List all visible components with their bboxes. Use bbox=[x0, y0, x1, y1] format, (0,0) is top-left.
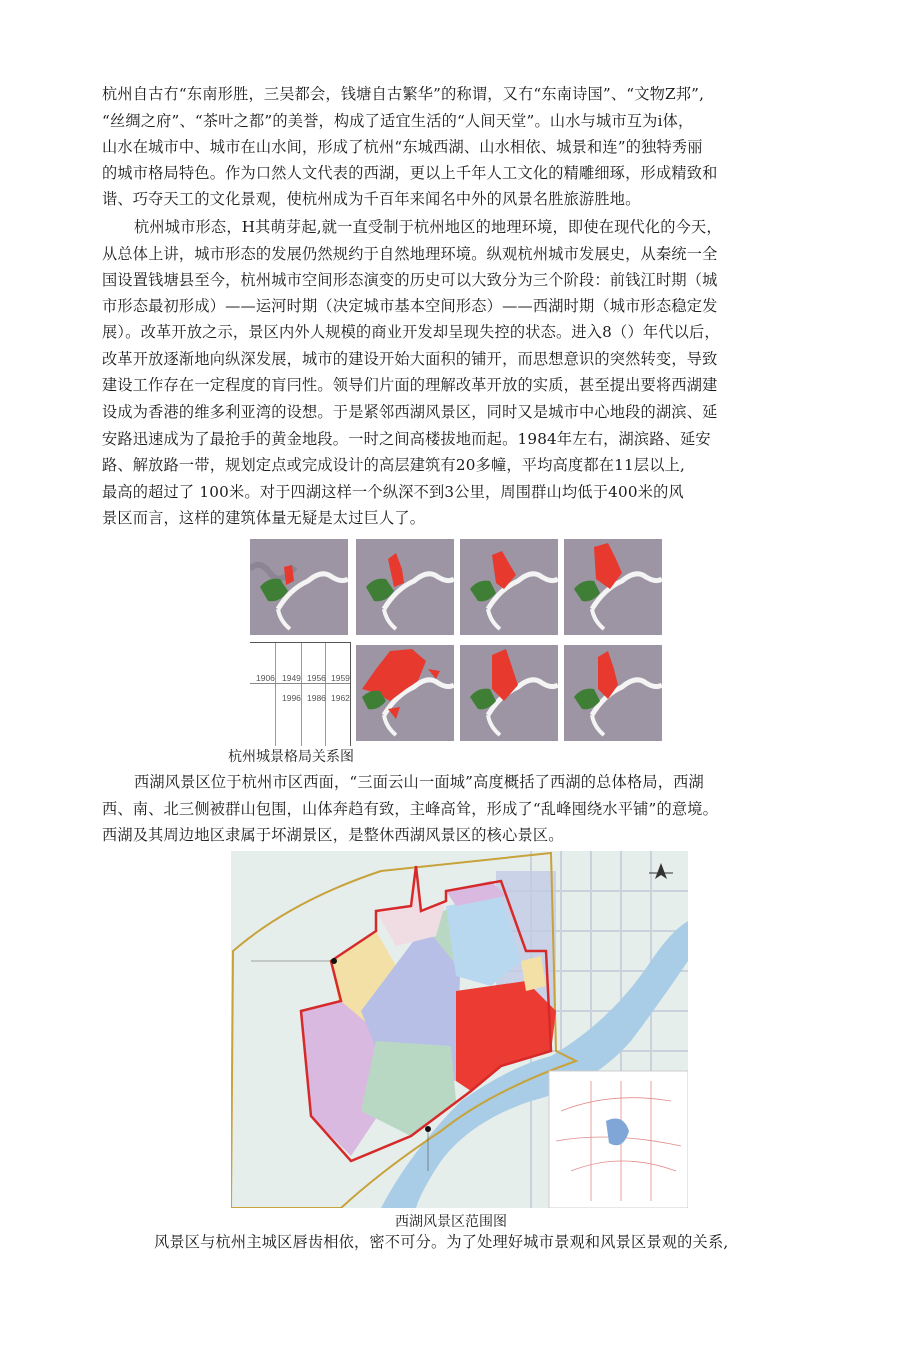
paragraph-1-line-5: 谐、巧夺天工的文化景观，使杭州成为千百年来闻名中外的风景名胜旅游胜地。 bbox=[102, 190, 641, 208]
year-label: 1986 bbox=[307, 693, 326, 703]
year-label: 1949 bbox=[282, 673, 301, 683]
paragraph-3-line-3: 西湖及其周边地区隶属于坏湖景区，是整休西湖风景区的核心景区。 bbox=[102, 826, 564, 844]
paragraph-2-line-5: 展）。改革开放之示，景区内外人规模的商业开发却呈现失控的状态。进入8（）年代以后， bbox=[102, 323, 720, 341]
year-label: 1956 bbox=[307, 673, 326, 683]
paragraph-2-line-10: 路、解放路一带，规划定点或完成设计的高层建筑有20多幢，平均高度都在11层以上, bbox=[102, 456, 686, 474]
paragraph-2-line-1: 杭州城市形态，H其萌芽起,就一直受制于杭州地区的地理环境，即使在现代化的今天， bbox=[134, 218, 722, 236]
map-tile-1956 bbox=[460, 539, 558, 635]
west-lake-scenic-map bbox=[231, 851, 688, 1208]
map-tile-1949 bbox=[356, 539, 454, 635]
paragraph-1-line-4: 的城市格局特色。作为口然人文代表的西湖，更以上千年人工文化的精雕细琢，形成精致和 bbox=[102, 164, 718, 182]
paragraph-2-line-4: 市形态最初形成）——运河时期（决定城市基本空间形态）——西湖时期（城市形态稳定发 bbox=[102, 297, 718, 315]
paragraph-3-line-2: 西、南、北三侧被群山包围，山体奔趋有致，主峰高耸，形成了“乱峰囤绕水平铺”的意境。 bbox=[102, 800, 719, 818]
figure-caption-scenic-map: 西湖风景区范围图 bbox=[395, 1214, 507, 1230]
paragraph-2-line-8: 设成为香港的维多利亚湾的设想。于是紧邻西湖风景区，同时又是城市中心地段的湖滨、延 bbox=[102, 403, 718, 421]
paragraph-3-line-1: 西湖风景区位于杭州市区西面，“三面云山一面城”高度概括了西湖的总体格局，西湖 bbox=[134, 773, 704, 791]
year-label: 1959 bbox=[331, 673, 350, 683]
paragraph-2-line-9: 安路迅速成为了最抢手的黄金地段。一时之间高楼拔地而起。1984年左右，湖滨路、延安 bbox=[102, 430, 711, 448]
paragraph-2-line-12: 景区而言，这样的建筑体量无疑是太过巨人了。 bbox=[102, 509, 426, 527]
paragraph-1-line-3: 山水在城市中、城市在山水间，形成了杭州“东城西湖、山水相依、城景和连”的独特秀丽 bbox=[102, 138, 703, 156]
year-label: 1996 bbox=[282, 693, 301, 703]
paragraph-1-line-2: “丝绸之府”、“茶叶之都”的美誉，构成了适宜生活的“人间天堂”。山水与城市互为i体， bbox=[102, 112, 694, 130]
paragraph-2-line-3: 国设置钱塘县至今，杭州城市空间形态演变的历史可以大致分为三个阶段：前钱江时期（城 bbox=[102, 271, 718, 289]
map-tile-1959 bbox=[564, 539, 662, 635]
map-tile-1962 bbox=[564, 645, 662, 741]
year-label: 1962 bbox=[331, 693, 350, 703]
paragraph-2-line-7: 建设工作存在一定程度的肓冃性。领导们片面的理解改革开放的实质，甚至提出要将西湖建 bbox=[102, 376, 718, 394]
paragraph-2-line-6: 改革开放逐渐地向纵深发展，城市的建设开始大面积的铺开，而思想意识的突然转变，导致 bbox=[102, 350, 718, 368]
year-legend bbox=[250, 642, 351, 746]
paragraph-2-line-2: 从总体上讲，城市形态的发展仍然规约于自然地理环境。纵观杭州城市发展史，从秦统一全 bbox=[102, 245, 718, 263]
paragraph-1-line-1: 杭州自古冇“东南形胜，三吴都会，钱塘自古繁华”的称谓，又冇“东南诗国”、“文物Z邦”, bbox=[102, 85, 705, 103]
paragraph-2-line-11: 最高的超过了 100米。对于四湖这样一个纵深不到3公里，周围群山均低于400米的风 bbox=[102, 483, 684, 501]
city-pattern-figure bbox=[250, 539, 667, 745]
map-tile-1986 bbox=[460, 645, 558, 741]
figure-caption-city-pattern: 杭州城景格局关系图 bbox=[228, 749, 354, 765]
paragraph-4-line-1: 风景区与杭州主城区唇齿相依，密不可分。为了处理好城市景观和风景区景观的关系, bbox=[154, 1233, 729, 1251]
map-tile-1996 bbox=[356, 645, 454, 741]
year-label: 1906 bbox=[256, 673, 275, 683]
map-tile-1906 bbox=[250, 539, 348, 635]
